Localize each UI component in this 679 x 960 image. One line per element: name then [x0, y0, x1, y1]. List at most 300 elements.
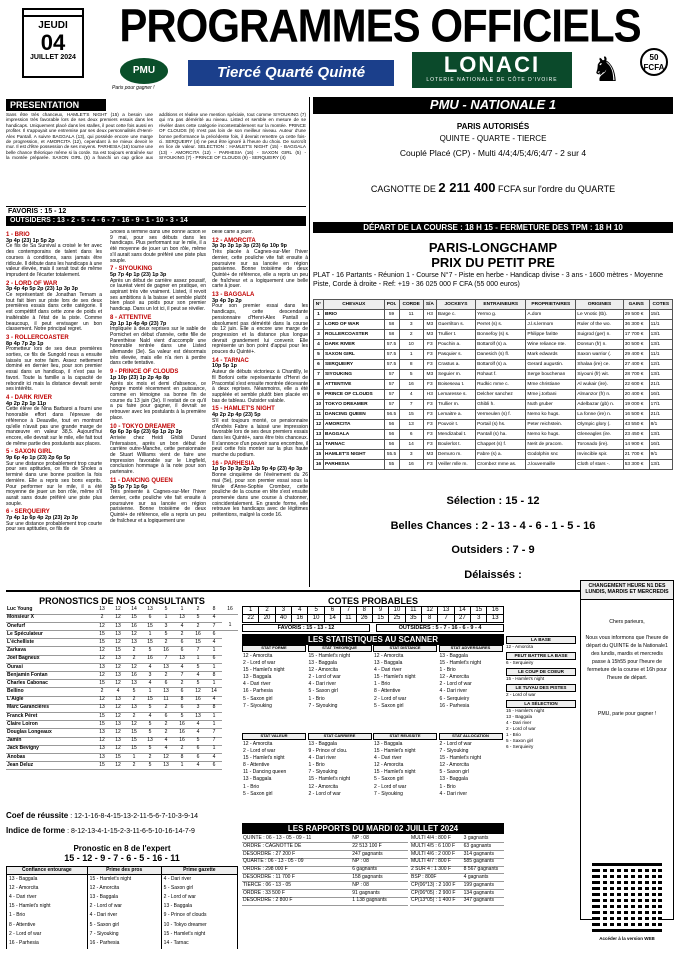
pronostic-cell: 13 [94, 745, 110, 753]
pronostic-cell: 12 [94, 672, 110, 680]
stat-column [243, 653, 307, 710]
horse-performance: 3p 4p 4p 5p 2p (23) 1p 3p 3p [6, 286, 78, 293]
rapport-row [410, 874, 504, 882]
horse-comment: Ce représentant de Jonathan Ternam a tout fait bien sur piste lors de ses deux premières essais dans cette catégorie. Il est compétitif dans cette zone de poids et inaltérable à l'état de la piste. Comme beaucoup, il peut envisager un bon classement. Notre principal regret. [6, 292, 102, 333]
runner-cell: 10 [399, 340, 423, 350]
pronostic-cell: 15 [126, 745, 142, 753]
runners-header-cell: POI. [384, 300, 399, 310]
horse-performance: 3p 3p 3p 1p 3p (23) 6p 10p 9p [212, 243, 287, 250]
runner-cell: 9 [314, 390, 324, 400]
runner-cell: Lemaitre a. [436, 410, 475, 420]
runner-cell: H3 [423, 310, 436, 320]
runner-cell: F3 [423, 350, 436, 360]
runner-cell: 7 [314, 370, 324, 380]
runner-cell: Yermo g. [476, 310, 526, 320]
horse-column-2 [110, 230, 206, 588]
rapport-label: CP(06*05) : 2 900 F [410, 890, 463, 898]
pronostic-cell: 2 [94, 688, 110, 696]
runner-cell: 11/1 [649, 320, 672, 330]
side-stat-entry: 13 - Baggala [506, 714, 533, 719]
stat-entry: 2 - Lord of war [308, 790, 341, 797]
runner-cell: 6 [314, 360, 324, 370]
horse-name: 10 - TOKYO DREAMER [110, 423, 176, 430]
runner-row [314, 430, 673, 440]
pronostic-cell: 15 [126, 614, 142, 622]
runner-cell: Boulerlot t. [436, 440, 475, 450]
runner-cell: 6 [399, 430, 423, 440]
pronostic-cell: 6 [190, 753, 206, 761]
outsiders-label: OUTSIDERS : 13 - 2 - 5 - 4 - 6 - 7 - 16 - 9 - 1 - 10 - 3 - 14 [6, 216, 306, 226]
pronostic-cell: 16 [174, 729, 190, 737]
horse-comment: Ce fils de Sa Survival a croisé le fer avec des contemporains de talent dans les courses à conditions, sans jamais être ridicule. Il débute dans les handicaps à une valeur élevée, mais il serait tout de même imprudent de l'écarter totalement. [6, 243, 102, 278]
race-description: PLAT - 16 Partants - Réunion 1 - Course N°7 - Piste en herbe - Handicap divise - 3 ans - 1600 mètres - Moyenne Piste, Corde à droite - Ref: +19 - 36 025 000 F CFA (55 000 euros) [313, 272, 663, 288]
pronostic-cell: 5 [190, 737, 206, 745]
pronostic-row [6, 631, 238, 639]
rapport-label: QUINTE : 06 - 13 - 05 - 09 - 11 [242, 835, 351, 843]
runner-cell: 21 700 € [623, 450, 649, 460]
runner-cell: 30 500 € [623, 340, 649, 350]
pronostic-cell: 4 [190, 721, 206, 729]
pronostics-title: PRONOSTICS DE NOS CONSULTANTS [39, 596, 205, 606]
runner-cell: Delcher sanchez [476, 390, 526, 400]
stat-entry: 15 - Hamlet's night [243, 667, 285, 674]
stats-area [242, 645, 504, 821]
side-stat-entry: 15 - Hamlet's night [506, 676, 545, 681]
horse-comment: Pour son premier essai dans les handicaps, cette descendante pensionnaire d'Henri-Alex Pantall a absolument pas démérité dans la course du 12 juin. Elle a encore une marge de progression et la distance plus longue devrait grandement lui convenir. Elle représente un bon point d'appui pour les pouces du Quinté+. [212, 303, 308, 356]
selection-line: Sélection : 15 - 12 [446, 495, 540, 507]
pronostic-cell: 5 [158, 606, 174, 614]
runner-cell: Nemo ko hugs. [526, 430, 576, 440]
runner-cell: ATTENTIVE [324, 380, 385, 390]
runner-cell: 2 [399, 330, 423, 340]
race-name: PRIX DU PETIT PRE [431, 254, 555, 270]
pronostic-cell: 1 [142, 631, 158, 639]
pronostic-row [6, 737, 238, 745]
runner-cell: 57 [384, 380, 399, 390]
nationale-title: PMU - NATIONALE 1 [313, 97, 673, 114]
pronostic-cell: 2 [126, 762, 142, 770]
runner-cell: 13/1 [649, 370, 672, 380]
pronostic-cell: 6 [174, 688, 190, 696]
cote-value: 16 [292, 615, 308, 623]
pronostic-cell: 4 [110, 688, 126, 696]
pronostic-cell: 15 [190, 639, 206, 647]
pronostic-cell: 15 [110, 753, 126, 761]
rapport-value: 314 gagnants [463, 851, 504, 859]
cote-value: 26 [356, 615, 372, 623]
pronostic-cell: 5 [142, 745, 158, 753]
horse-column-1 [6, 230, 102, 588]
runner-cell: Suigrod (ger) n. [576, 330, 623, 340]
stat-column [309, 653, 373, 710]
pronostic-cell: Claire Loiron [6, 721, 94, 729]
pronostic-row [6, 721, 238, 729]
stat-entry: 4 - Dari river [439, 790, 468, 797]
stat-entry: 5 - Saxon girl [243, 695, 273, 702]
pronostic-cell: 12 [94, 647, 110, 655]
cote-value: 25 [389, 615, 405, 623]
pronostic-cell: 13 [158, 762, 174, 770]
runner-cell: 13/1 [649, 460, 672, 470]
runner-cell: Almanzor (fr) n. [576, 390, 623, 400]
pronostic-cell: 12 [110, 762, 126, 770]
pronostic-cell: 1 [174, 606, 190, 614]
pronostic-cell: Monsieur X [6, 614, 94, 622]
stat-entry: 5 - Saxon girl [374, 776, 404, 783]
runner-cell: 59 [384, 310, 399, 320]
runner-cell: Rohaut f. [476, 370, 526, 380]
pronostic-cell: 1 [142, 688, 158, 696]
cote-number: 12 [422, 607, 438, 615]
runners-header-cell: N° [314, 300, 324, 310]
stat-entry: 1 - Brio [439, 667, 456, 674]
side-stat-entry: 4 - Dari river [506, 720, 532, 725]
runner-cell: 56 [384, 440, 399, 450]
prono8-row [7, 930, 238, 939]
horse-name: 5 - SAXON GIRL [6, 449, 53, 456]
pronostic-cell: 2 [158, 729, 174, 737]
stat-entry: 5 - Saxon girl [374, 702, 404, 709]
runner-cell: 58 [384, 320, 399, 330]
race-heading [313, 236, 673, 271]
couple-multi: Couplé Placé (CP) - Multi 4/4;4/5;4/6;4/7 - 2 sur 4 [399, 148, 587, 159]
pronostic-row [6, 672, 238, 680]
cote-number: 9 [372, 607, 388, 615]
pronostic-cell: Jean Deluz [6, 762, 94, 770]
pronostic-cell: 4 [190, 729, 206, 737]
prono8-cell: 14 - Tarnac [161, 940, 237, 949]
runner-row [314, 380, 673, 390]
runner-cell: F3 [423, 440, 436, 450]
pronostic-cell: 13 [110, 655, 126, 663]
cote-number: 15 [471, 607, 487, 615]
pronostic-cell: 5 [142, 647, 158, 655]
runner-cell: 28 700 € [623, 370, 649, 380]
cote-number: 3 [275, 607, 291, 615]
stat-entry: 1 - Brio [374, 681, 391, 688]
horse-performance: 6p 6p 3p 6p (23) 6p 1p 2p 3p [110, 429, 182, 436]
runner-cell: 8 [399, 360, 423, 370]
horse-name: 8 - ATTENTIVE [110, 314, 152, 321]
runner-cell: 5 [399, 370, 423, 380]
prono8-header: Confiance entourage [7, 867, 88, 875]
stat-entry: 7 - Siyouking [243, 702, 272, 709]
stat-header: STAT DISTANCE [373, 645, 437, 652]
cote-value: 13 [487, 615, 504, 623]
bet-types: QUINTE - QUARTE - TIERCE [439, 134, 547, 144]
pronostic-cell: 2 [126, 647, 142, 655]
pronostic-cell: 12 [110, 712, 126, 720]
runner-cell: 16 [399, 460, 423, 470]
prono8-cell: 12 - Amorcita [87, 884, 161, 893]
stat-entry: 8 - Attentive [374, 688, 401, 695]
cotes-fav-out [242, 624, 504, 633]
runner-cell: Bonnefoy (s) s. [476, 330, 526, 340]
stat-entry: 12 - Amorcita [308, 667, 338, 674]
runner-row [314, 310, 673, 320]
pronostic-cell: 13 [174, 614, 190, 622]
pronostic-row [6, 696, 238, 704]
runner-cell: La fonne (ire) n. [576, 410, 623, 420]
runner-row [314, 370, 673, 380]
prono8-cell: 10 - Tokyo dreamer [161, 921, 237, 930]
runner-cell: 16/1 [649, 390, 672, 400]
horse-head-icon: ♞ [590, 51, 622, 89]
stat-entry: 13 - Baggala [374, 660, 403, 667]
runner-cell: Demuro m. [436, 450, 475, 460]
horse-name: 6 - SERQUEIRY [6, 509, 50, 516]
horse-performance: 10p 5p 1p [212, 363, 237, 370]
runner-cell: 53 300 € [623, 460, 649, 470]
runner-row [314, 420, 673, 430]
cote-number: 1 [243, 607, 259, 615]
pronostic-cell: 3 [142, 672, 158, 680]
pronostic-cell: 15 [94, 762, 110, 770]
rapport-label: TIERCE : 06 - 13 - 05 [242, 882, 351, 890]
runner-cell: 13 [314, 430, 324, 440]
runner-cell: Vermeulen (s) f. [476, 410, 526, 420]
rapport-label: ORDRE : 33 500 F [242, 890, 351, 898]
pronostic-cell: 12 [110, 614, 126, 622]
runner-cell: 23 450 € [623, 430, 649, 440]
side-stat-entry: 12 - Amorcita [506, 644, 534, 649]
cote-number: 5 [308, 607, 324, 615]
pronostic-row [6, 762, 238, 770]
pronostic-cell: 15 [94, 631, 110, 639]
rapport-value: NP : 08 [351, 882, 408, 890]
side-stat-entry: 6 - Serquieiry [506, 660, 534, 665]
pronostic-cell: 12 [126, 663, 142, 671]
indice-forme [6, 826, 238, 836]
side-stat-entry: 1 - Brio [506, 732, 521, 737]
column-divider [309, 97, 310, 587]
runner-cell: Trullier t. [436, 330, 475, 340]
rapport-label: CP(13*05) : 1 400 F [410, 897, 463, 905]
pronostic-cell: Anobas [6, 753, 94, 761]
runner-row [314, 350, 673, 360]
qr-pattern [596, 866, 658, 928]
pronostic-row [6, 704, 238, 712]
runners-header-cell: COTES [649, 300, 672, 310]
pronostic-row [6, 622, 238, 630]
prono8-cell: 4 - Dari river [87, 912, 161, 921]
pronostic-cell: 16 [174, 721, 190, 729]
stat-column [309, 741, 373, 798]
pronostic-row [6, 606, 238, 614]
stat-entry: 15 - Hamlet's night [308, 653, 351, 659]
presentation-text: Sans être très chanceux, HAMLET'S NIGHT (15) a besoin une impression très favorable lors de ses deux premiers essais dans les handicaps. Uniquement placé dans les stalles, il peut cette fois aussi en profiter. Il s'appuyait une entremise par ses deux personnalités d'Henri-Alex Pantall. A suivre BAGGALA (13), qui possède encore une marge de progression, et AMORCITA (12), cependant à ne mieux devoir le mur. Il est d'être possession de ses moyens. PARHESIA (16) tourne une belle chance théorique même si la corde. Sa est toujours entraînée sur la montée préparée. SAXON GIRL (5) a franchi un cap grâce aux additions et réalise une mention spéciale, tout comme SIYOUKING (7) qui n'a pas démérité au niveau. Listed et semble en mesure de se révéler dans cette catégorie incontestablement sur la montée. PRINCE OF CLOUDS (9) n'est pas loin de son meilleur niveau. Auteur d'une bonne performance la précédente fois, il devrait remettre ça cette fois-ci. SERQUEIRY (4) ne peut être ignoré à l'heure du choix. De surcroît en lice de valeur. SELECTION : HAMLET'S NIGHT (15) - BAGGALA (13) - AMORCITA (12) - PARHESIA (16) - SAXON GIRL (5) - SIYOUKING (7) - PRINCE OF CLOUDS (9) - SERQUEIRY (4) [6, 112, 306, 161]
stat-entry: 15 - Hamlet's night [439, 755, 482, 762]
rapport-row [242, 858, 408, 866]
cagnotte-suffix: FCFA sur l'ordre du QUARTE [498, 184, 616, 195]
runner-cell: 1 [399, 350, 423, 360]
pronostic-cell: 7 [206, 729, 222, 737]
pronostic-cell: 12 [110, 639, 126, 647]
pronostic-cell: 4 [142, 712, 158, 720]
runner-cell: Crombez mme as. [476, 460, 526, 470]
stat-entry: 1 - Brio [243, 783, 260, 790]
prono8-cell: 2 - Lord of war [7, 930, 88, 939]
runner-cell: Bottarolf (s) a. [476, 340, 526, 350]
pronostic-cell: 13 [110, 721, 126, 729]
horse-performance: 4p 2p 2p 4p (23) 5p [212, 412, 261, 419]
stat-header: STAT THEORIQUE [308, 645, 372, 652]
runner-cell: 12 [314, 420, 324, 430]
runner-cell: AMORCITA [324, 420, 385, 430]
runner-cell: Invincible spir. [576, 450, 623, 460]
prono8-cell: 13 - Baggala [87, 893, 161, 902]
horse-comment: Très présente à Cagnes-sur-Mer l'hiver dernier, cette pouliche vite fait ensuite à poursuivre sur sa lancée en région parisienne. Bonne troisième de deux Quinté+ de référence, elle a repris un peu de fraîcheur et a logiquement une [110, 489, 206, 524]
cote-value: 11 [341, 615, 356, 623]
stat-entry: 12 - Amorcita [439, 762, 469, 769]
pronostic-cell: 13 [94, 663, 110, 671]
prono8-cell: 4 - Dari river [161, 875, 237, 884]
pronostic-cell: Jamin [6, 737, 94, 745]
selection-box [313, 490, 673, 582]
rapport-row [242, 882, 408, 890]
runner-cell: 57 [384, 370, 399, 380]
stat-entry: 2 - Lord of war [243, 748, 276, 755]
pronostic-cell: 8 [206, 704, 222, 712]
pronostic-cell: 13 [142, 606, 158, 614]
pronostic-cell: 5 [174, 712, 190, 720]
pronostic-cell: 12 [110, 704, 126, 712]
runner-cell: SIYOUKING [324, 370, 385, 380]
runner-cell: Lemaresse s. [436, 390, 475, 400]
runner-cell: Chappet (s) f. [476, 440, 526, 450]
horse-name: 16 - PARHESIA [212, 460, 255, 467]
runner-cell: M3 [423, 370, 436, 380]
pronostic-cell: 8 [174, 696, 190, 704]
rapport-row [410, 843, 504, 851]
pronostic-cell: 8 [206, 672, 222, 680]
pronostic-cell: 12 [110, 745, 126, 753]
horse-comment: Après six mois et demi d'absence, ce hongre monté récemment en puissance, comme en témoigne sa bonne fin de course du 13 juin (3e). Il restait de ce qu'il a pu faire pour gagner, il devrait se retrouver avec les postulants à la première place. [110, 380, 206, 421]
prono8-title: Pronostic en 8 de l'expert [73, 844, 171, 853]
runner-cell: F3 [423, 360, 436, 370]
prono8-cell: 15 - Hamlet's night [161, 930, 237, 939]
pronostic-cell: 4 [142, 680, 158, 688]
runner-cell: 36 300 € [623, 320, 649, 330]
runner-cell: 21/1 [649, 380, 672, 390]
stat-header: STAT FORME [242, 645, 306, 652]
runner-cell: Pantall (s) ha. [476, 430, 526, 440]
pronostic-cell: 6 [190, 745, 206, 753]
stat-entry: 7 - Siyouking [439, 748, 469, 755]
runner-cell: 12/1 [649, 360, 672, 370]
pronostic-cell: 6 [158, 712, 174, 720]
runner-cell: 2 [314, 320, 324, 330]
pronostic-cell: 5 [142, 721, 158, 729]
pronostic-cell: 16 [222, 606, 238, 614]
pronostic-cell: 15 [94, 721, 110, 729]
stat-entry: 13 - Baggala [439, 653, 468, 659]
stat-entry: 2 - Lord of war [308, 674, 341, 681]
cote-value: 10 [308, 615, 324, 623]
indice-values: : 8-12-13-4-1-15-2-3-11-6-5-10-16-14-7-9 [67, 828, 195, 835]
horse-comment: belle carte à jouer. [212, 230, 253, 235]
prono8-row [7, 912, 238, 921]
runner-cell: Shalaa (ire) ce. [576, 360, 623, 370]
runner-cell: F3 [423, 400, 436, 410]
pronostic-cell: 13 [110, 672, 126, 680]
prono8-table [6, 866, 238, 949]
rapport-value: 158 gagnants [351, 874, 408, 882]
stat-entry: 13 - Baggala [439, 776, 468, 783]
pronostic-cell: 16 [158, 647, 174, 655]
pronostic-cell: 13 [110, 622, 126, 630]
pronostic-cell: 12 [94, 696, 110, 704]
horse-comment: Auteur de débuts victorieux à Chantilly, le fil Borloni cette représentante d'Henri de Pracomtal s'est ensuite montrée décevante à deux reprises. Néanmoins, elle a été suppléée et semble plutôt bien placée en bas de tableau. Outsider valable. [212, 369, 308, 404]
pronostic-cell: 1 [206, 721, 222, 729]
pronostic-cell: 7 [174, 672, 190, 680]
runner-cell: 13/1 [649, 330, 672, 340]
runner-cell: 15/1 [649, 310, 672, 320]
stat-header: STAT ALLOCATION [439, 733, 503, 740]
rapport-row [410, 882, 504, 890]
runner-cell: Pasquier s. [436, 350, 475, 360]
runner-cell: 3 [399, 320, 423, 330]
rapport-value: 6 gagnants [351, 866, 408, 874]
runner-cell: Bottarolf (s) a. [476, 360, 526, 370]
runner-cell: 27 400 € [623, 360, 649, 370]
runner-cell: F3 [423, 410, 436, 420]
horse-performance: 4p 2p 2p 1p 11p [6, 400, 47, 407]
pronostic-cell: 1 [158, 614, 174, 622]
runner-cell: Trullier m. [436, 400, 475, 410]
rapport-row [410, 858, 504, 866]
pronostic-cell: 13 [94, 606, 110, 614]
pronostic-cell: 16 [174, 737, 190, 745]
rapport-row [242, 890, 408, 898]
runner-cell: 8/1 [649, 420, 672, 430]
runner-cell: 9/1 [649, 450, 672, 460]
pronostic-cell: 1 [206, 680, 222, 688]
runner-cell: Rudkic mme c. [476, 380, 526, 390]
runner-cell: Veiller mlle m. [436, 460, 475, 470]
cote-value: 27 [454, 615, 470, 623]
pronostic-cell: 2 [158, 639, 174, 647]
prono8-header: Prime des pros [87, 867, 161, 875]
pronostic-cell: 2 [190, 606, 206, 614]
pronostic-cell: 13 [174, 655, 190, 663]
indice-label: Indice de forme [6, 826, 66, 835]
pronostic-cell: 4 [158, 737, 174, 745]
stat-entry: 12 - Amorcita [439, 674, 469, 681]
runner-cell: ROLLERCOASTER [324, 330, 385, 340]
pronostic-cell: Onefurf [6, 622, 94, 630]
pronostic-cell: 8 [206, 606, 222, 614]
prono8-row [7, 893, 238, 902]
horse-performance: 9p 6p 4p 1p (23) 2p 6p 5p [6, 455, 71, 462]
horse-performance: 5p 7p 4p 1p (23) 1p 3p [110, 271, 167, 278]
side-stat-header: PEUT BATTRE LA BASE [506, 652, 576, 660]
horse-performance: 2p 1p 1p 4p 4p (23) 7p [110, 320, 167, 327]
rapport-row [410, 890, 504, 898]
runner-cell: Boiseseau t. [436, 380, 475, 390]
runner-cell: 16 500 € [623, 410, 649, 420]
runner-cell: 17/1 [649, 400, 672, 410]
runner-cell: Barge c. [436, 310, 475, 320]
pronostic-cell: 13 [158, 688, 174, 696]
horse-name: 13 - BAGGALA [212, 292, 255, 299]
stat-header: STAT ADVERSAIRES [439, 645, 503, 652]
cotes-table [242, 606, 504, 623]
stat-entry: 6 - Serquieiry [439, 695, 470, 702]
pronostic-cell: 15 [142, 696, 158, 704]
runners-header-cell: S/A [423, 300, 436, 310]
stat-column [374, 741, 438, 798]
